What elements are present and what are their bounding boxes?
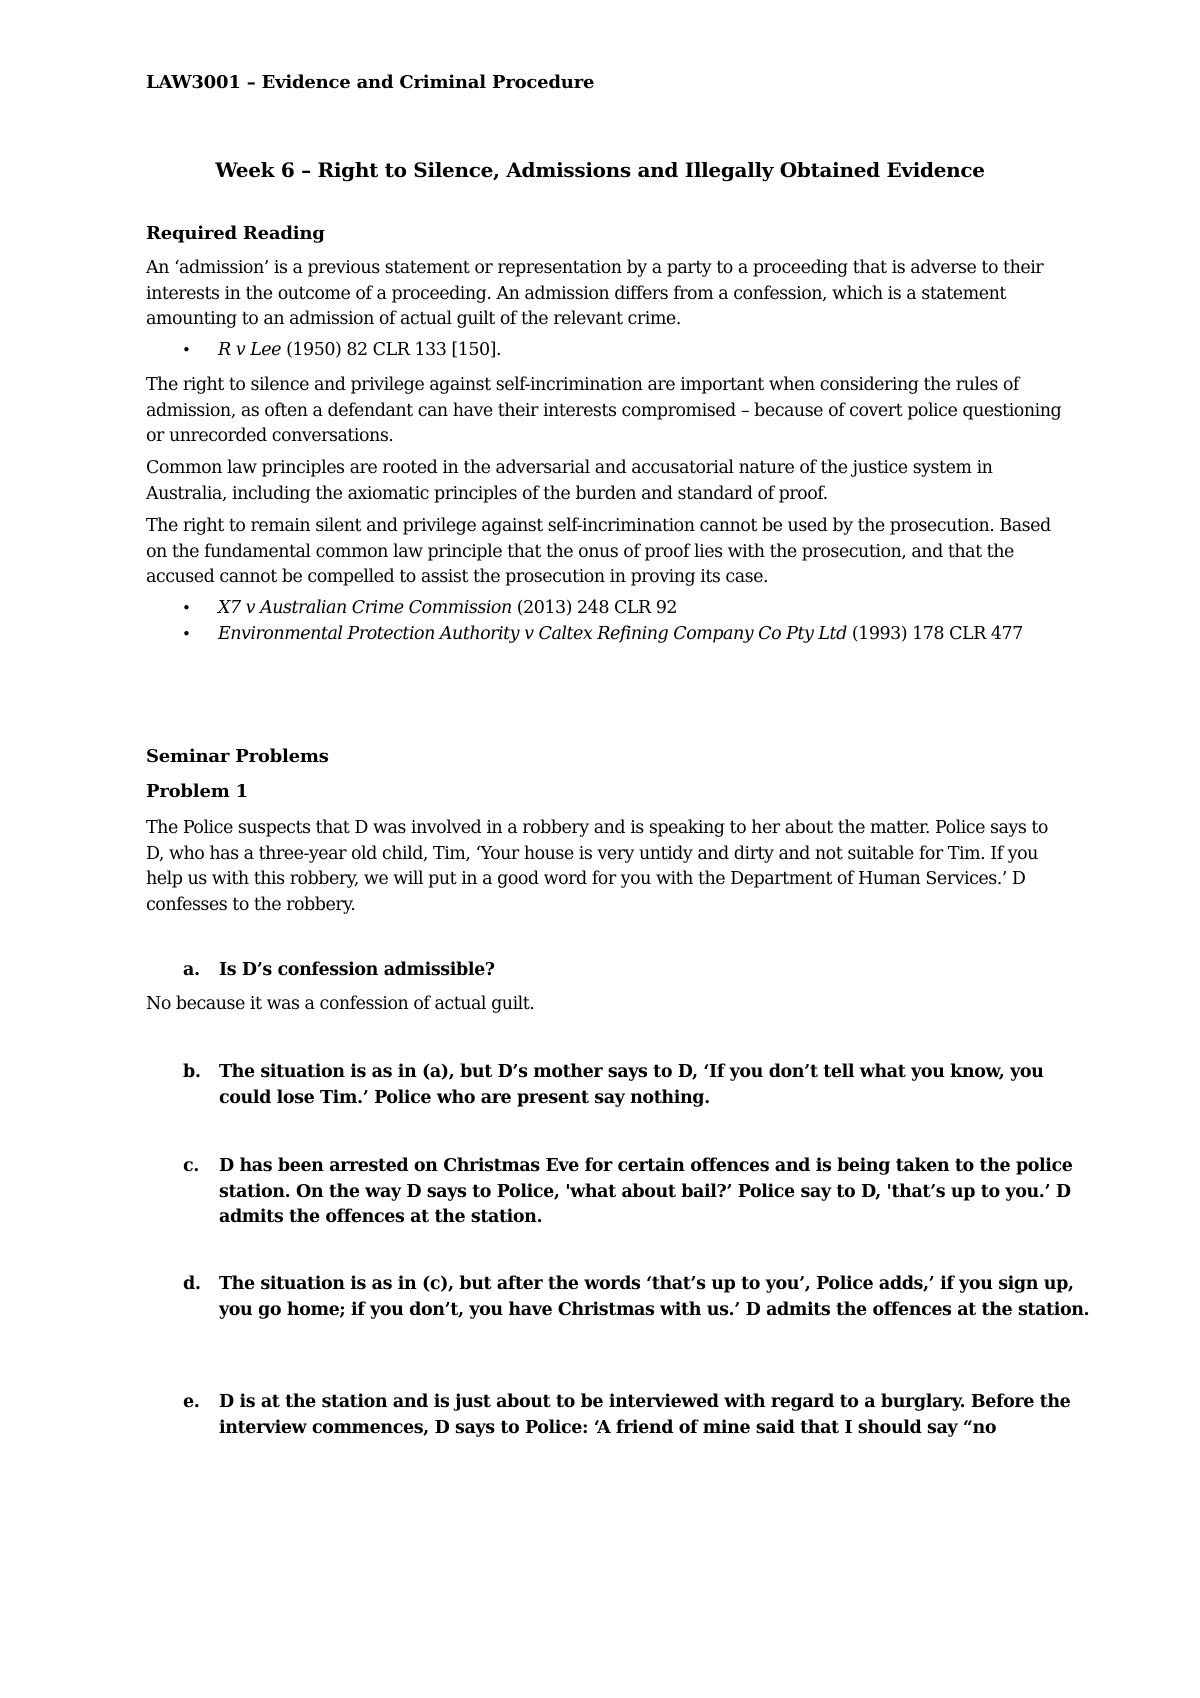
case-name: R v Lee xyxy=(218,340,282,360)
question-text: Is D’s confession admissible? xyxy=(219,960,495,980)
case-name: Environmental Protection Authority v Caltex Refining Company Co Pty Ltd xyxy=(218,623,847,644)
problem-1-heading: Problem 1 xyxy=(146,781,248,802)
right-to-silence-paragraph: The right to silence and privilege against self-incrimination are important when considering the rules of admission, as often a defendant can have their interests compromised – because of covert police questioning or unrecorded conversations. xyxy=(146,375,1062,447)
question-text: The situation is as in (c), but after the words ‘that’s up to you’, Police adds,’ if you sign up, you go home; if you don’t, you have Christmas with us.’ D admits the offences at the station. xyxy=(219,1274,1090,1320)
question-d xyxy=(183,1272,1099,1323)
case-item-x7 xyxy=(146,596,1066,622)
question-e xyxy=(183,1390,1099,1441)
question-text: D is at the station and is just about to be interviewed with regard to a burglary. Before the interview commences, D says to Police: ‘A friend of mine said that I should say “no xyxy=(219,1392,1071,1438)
bullet-icon: • xyxy=(182,624,191,643)
required-reading-heading: Required Reading xyxy=(146,223,325,244)
common-law-paragraph: Common law principles are rooted in the adversarial and accusatorial nature of the justice system in Australia, including the axiomatic principles of the burden and standard of proof. xyxy=(146,458,993,504)
case-citation: (1950) 82 CLR 133 [150]. xyxy=(281,340,502,360)
question-letter: e. xyxy=(183,1392,200,1412)
question-b xyxy=(183,1060,1099,1111)
bullet-icon: • xyxy=(182,341,191,359)
question-letter: a. xyxy=(183,960,200,980)
case-list-1 xyxy=(146,338,1066,364)
case-citation: (1993) 178 CLR 477 xyxy=(846,623,1023,644)
bullet-icon: • xyxy=(182,599,191,617)
question-letter: b. xyxy=(183,1062,201,1082)
case-citation: (2013) 248 CLR 92 xyxy=(511,598,678,618)
week-title: Week 6 – Right to Silence, Admissions and Illegally Obtained Evidence xyxy=(215,158,985,182)
question-a xyxy=(183,958,1099,984)
answer-a: No because it was a confession of actual guilt. xyxy=(146,994,535,1014)
question-letter: d. xyxy=(183,1274,201,1294)
question-c xyxy=(183,1154,1099,1231)
question-text: D has been arrested on Christmas Eve for certain offences and is being taken to the police station. On the way D says to Police, 'what about bail?’ Police say to D, 'that’s up to you.’ D admits the offences at the station. xyxy=(219,1156,1073,1228)
seminar-problems-heading: Seminar Problems xyxy=(146,746,329,767)
case-list-2 xyxy=(146,596,1066,647)
right-to-remain-silent-paragraph: The right to remain silent and privilege against self-incrimination cannot be used by the prosecution. Based on the fundamental common law principle that the onus of proof lies with the prosecution, and that the accused cannot be compelled to assist the prosecution in proving its case. xyxy=(146,516,1051,588)
question-text: The situation is as in (a), but D’s mother says to D, ‘If you don’t tell what you know, you could lose Tim.’ Police who are present say nothing. xyxy=(219,1062,1044,1108)
case-name: X7 v Australian Crime Commission xyxy=(218,598,512,618)
question-letter: c. xyxy=(183,1156,199,1176)
case-item-epa-v-caltex xyxy=(146,622,1066,648)
course-header: LAW3001 – Evidence and Criminal Procedure xyxy=(146,72,595,93)
problem-1-facts: The Police suspects that D was involved in a robbery and is speaking to her about the matter. Police says to D, who has a three-year old child, Tim, ‘Your house is very untidy and dirty and not suitable for Tim. If you help us with this robbery, we will put in a good word for you with the Department of Human Services.’ D confesses to the robbery. xyxy=(146,818,1048,915)
case-item-r-v-lee xyxy=(146,338,1066,364)
admission-definition-paragraph: An ‘admission’ is a previous statement or representation by a party to a proceeding that is adverse to their interests in the outcome of a proceeding. An admission differs from a confession, which is a statement amounting to an admission of actual guilt of the relevant crime. xyxy=(146,258,1044,330)
